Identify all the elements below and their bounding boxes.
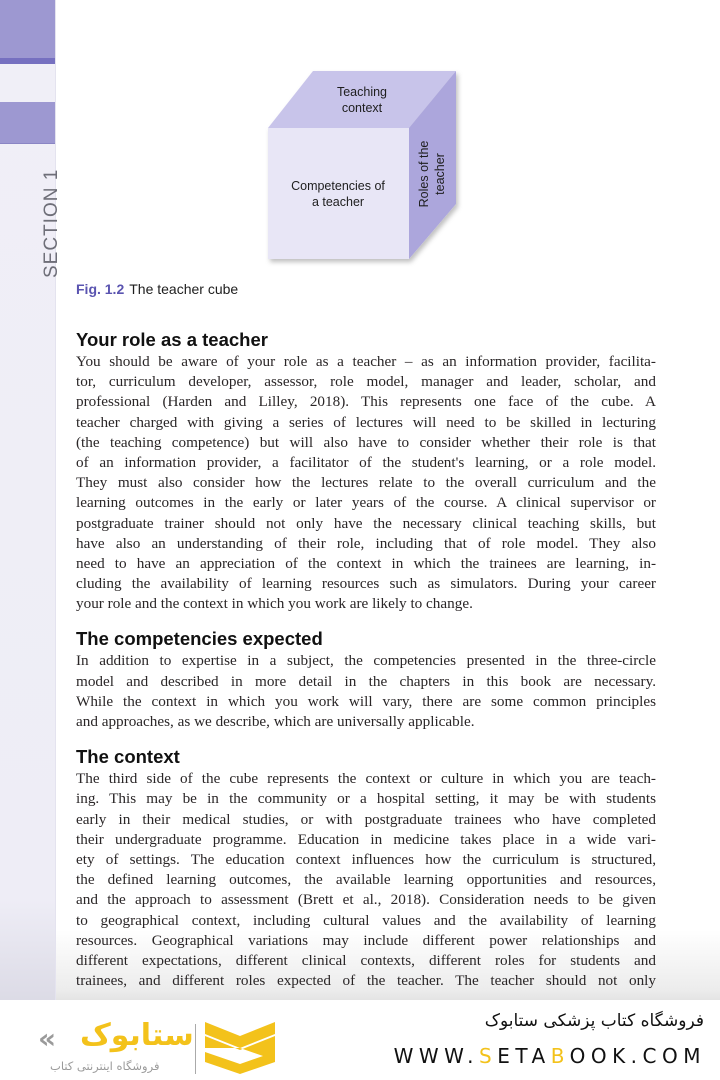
url-highlight: B <box>550 1044 570 1068</box>
text-line: (the teaching competence) but will also have to consider whether their role is that <box>76 433 656 451</box>
text-line: cluding the availability of learning resources such as simulators. During your career <box>76 575 656 593</box>
text-line: model and described in more detail in the chapters in this book are necessary. <box>76 672 656 690</box>
text-line: postgraduate trainer should not only have the necessary clinical teaching skills, but <box>76 514 656 532</box>
url-part: OOK.COM <box>569 1044 706 1068</box>
text-line: need to have an appreciation of the context in which the trainees are learning, in- <box>76 554 656 572</box>
text-line: the defined learning outcomes, the available learning opportunities and resources, <box>76 871 656 889</box>
text-line: ety of settings. The education context influences how the curriculum is structured, <box>76 850 656 868</box>
text-line: early in their medical studies, or with postgraduate trainees who have completed <box>76 810 656 828</box>
store-name: فروشگاه کتاب پزشکی ستابوک <box>484 1011 704 1031</box>
text-line: resources. Geographical variations may include different power relationships and <box>76 931 656 949</box>
paragraph-competencies <box>76 651 656 732</box>
text-line: and the approach to assessment (Brett et al., 2018). Consideration needs to be given <box>76 891 656 909</box>
text-line: You should be aware of your role as a teacher – as an information provider, facilita- <box>76 353 656 370</box>
text-line: ing. This may be in the community or a hospital setting, it may be with students <box>76 790 656 808</box>
setabook-chevron-logo-icon <box>205 1022 275 1074</box>
text-line: and approaches, as we describe, which are universally applicable. <box>76 713 475 730</box>
body-content <box>76 328 656 991</box>
setabook-logo-text: ستابوک <box>80 1018 194 1053</box>
url-part: ETA <box>497 1044 551 1068</box>
text-line: In addition to expertise in a subject, the competencies presented in the three-circle <box>76 652 656 670</box>
text-line: While the context in which you work will vary, there are some common principles <box>76 692 656 710</box>
text-line: have also an understanding of their role, including that of role model. They also <box>76 534 656 552</box>
text-line: teacher charged with giving a series of lectures will need to be skilled in lecturing <box>76 413 656 431</box>
text-line: professional (Harden and Lilley, 2018). This represents one face of the cube. A <box>76 393 656 411</box>
sidebar-tab-edge <box>0 58 55 64</box>
cube-top-label: Teaching context <box>336 85 388 115</box>
heading-context: The context <box>76 746 180 768</box>
text-line: to geographical context, including cultural values and the availability of learning <box>76 911 656 929</box>
teacher-cube-figure <box>255 60 475 270</box>
store-url-link[interactable] <box>394 1044 706 1068</box>
paragraph-your-role <box>76 352 656 614</box>
section-sidebar <box>0 0 56 1000</box>
cube-front-label: Competencies of a teacher <box>291 179 385 209</box>
text-line: learning outcomes in the early or later years of the course. A clinical supervisor or <box>76 494 656 512</box>
section-label: SECTION 1 <box>41 168 62 278</box>
text-line: different expectations, different clinical contexts, different roles for students and <box>76 951 656 969</box>
text-line: The third side of the cube represents the context or culture in which you are teach- <box>76 770 656 788</box>
text-line: your role and the context in which you work are likely to change. <box>76 595 473 613</box>
text-line: their undergraduate programme. Education in medicine takes place in a wide vari- <box>76 830 656 848</box>
logo-divider <box>195 1024 196 1074</box>
figure-caption-text: The teacher cube <box>129 281 239 297</box>
heading-competencies: The competencies expected <box>76 628 323 650</box>
double-chevron-left-icon: « <box>38 1022 51 1055</box>
heading-your-role: Your role as a teacher <box>76 329 268 350</box>
figure-caption <box>76 281 238 297</box>
text-line: of an information provider, a facilitator of the student's learning, or a role model. <box>76 453 656 471</box>
text-line: trainees, and different roles expected of the teacher. The teacher should not only <box>76 972 656 990</box>
cube-side-label: Roles of the teacher <box>417 140 447 208</box>
sidebar-tab-block-secondary <box>0 102 55 144</box>
text-line: They must also consider how the lectures relate to the overall curriculum and the <box>76 474 656 492</box>
logo-subtitle: فروشگاه اینترنتی کتاب <box>50 1059 160 1073</box>
figure-number: Fig. 1.2 <box>76 281 125 297</box>
url-part: WWW. <box>393 1044 480 1068</box>
paragraph-context <box>76 769 656 991</box>
text-line: tor, curriculum developer, assessor, role model, manager and leader, scholar, and <box>76 373 656 391</box>
sidebar-tab-block <box>0 0 55 58</box>
url-highlight: S <box>479 1044 498 1068</box>
